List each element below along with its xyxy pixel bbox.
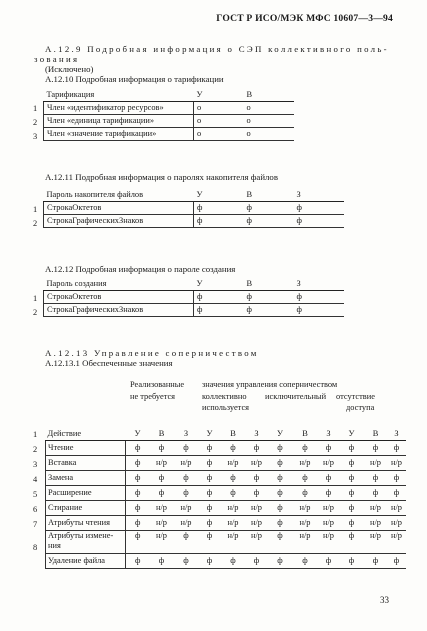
action-cell: Чтение — [46, 441, 126, 456]
column-header: В — [221, 428, 246, 441]
column-header: У — [194, 189, 244, 202]
row-number: 1 — [33, 430, 38, 439]
table-cell: н/р — [246, 501, 268, 516]
table-cell: н/р — [150, 501, 174, 516]
table-cell: ф — [199, 486, 221, 501]
table-cell: ф — [268, 471, 293, 486]
table-row — [44, 215, 344, 228]
table-row — [44, 291, 344, 304]
table-cell: ф — [244, 215, 294, 228]
table-row — [46, 456, 406, 471]
column-header: В — [244, 278, 294, 291]
row-number: 8 — [33, 543, 38, 552]
table-cell: Член «значение тарификации» — [44, 128, 194, 141]
row-number: 1 — [33, 205, 38, 214]
table-cell: ф — [388, 471, 406, 486]
group-header-values: значения управления соперничеством — [202, 380, 338, 389]
table-cell: ф — [194, 202, 244, 215]
column-header: З — [294, 189, 344, 202]
column-header: У — [194, 89, 244, 102]
column-header: В — [293, 428, 318, 441]
table-cell: н/р — [388, 501, 406, 516]
table-cell: ф — [244, 291, 294, 304]
table-cell: Член «единица тарификации» — [44, 115, 194, 128]
table-cell: ф — [340, 471, 364, 486]
table-cell: ф — [268, 486, 293, 501]
filestore-password-table — [43, 189, 344, 228]
table-cell: н/р — [388, 516, 406, 531]
table-cell: ф — [199, 501, 221, 516]
row-number: 2 — [33, 445, 38, 454]
column-header: В — [244, 189, 294, 202]
table-cell: ф — [244, 202, 294, 215]
table-cell: н/р — [364, 531, 388, 554]
table-cell: ф — [340, 501, 364, 516]
table-cell: н/р — [221, 501, 246, 516]
table-cell: о — [194, 128, 244, 141]
table-cell: н/р — [293, 531, 318, 554]
section-title-a-12-9-cont: зования — [34, 54, 80, 64]
table-cell: ф — [150, 486, 174, 501]
group-header-exclusive: исключительный — [265, 392, 327, 401]
row-number: 1 — [33, 294, 38, 303]
table-row — [46, 501, 406, 516]
table-cell: н/р — [174, 501, 199, 516]
table-cell: ф — [199, 516, 221, 531]
table-cell: ф — [199, 554, 221, 569]
page-number: 33 — [380, 595, 389, 605]
table-cell: ф — [364, 441, 388, 456]
table-row — [44, 202, 344, 215]
table-cell: н/р — [388, 456, 406, 471]
column-header: З — [174, 428, 199, 441]
table-cell: н/р — [150, 516, 174, 531]
table-cell: ф — [294, 202, 344, 215]
table-cell: ф — [364, 471, 388, 486]
table-cell: ф — [174, 471, 199, 486]
section-title-a-12-11: A.12.11 Подробная информация о паролях накопителя файлов — [45, 172, 278, 182]
table-cell: ф — [340, 456, 364, 471]
table-cell: ф — [294, 215, 344, 228]
table-row — [46, 516, 406, 531]
table-cell: ф — [340, 486, 364, 501]
table-cell: ф — [268, 516, 293, 531]
column-header: Тарификация — [44, 89, 194, 102]
action-label: Атрибуты измене- — [48, 531, 114, 540]
table-cell: ф — [126, 516, 150, 531]
table-cell: ф — [194, 291, 244, 304]
table-cell: ф — [174, 554, 199, 569]
table-cell: н/р — [318, 456, 340, 471]
table-cell: ф — [221, 441, 246, 456]
table-row — [44, 102, 294, 115]
table-cell: н/р — [364, 516, 388, 531]
table-cell: ф — [221, 554, 246, 569]
section-title-a-12-9: A.12.9 Подробная информация о СЭП коллективного поль- — [45, 44, 389, 54]
table-cell: ф — [246, 486, 268, 501]
table-cell: ф — [150, 441, 174, 456]
table-cell: ф — [194, 215, 244, 228]
table-cell: ф — [199, 471, 221, 486]
table-cell: Член «идентификатор ресурсов» — [44, 102, 194, 115]
action-label-cont: ния — [48, 540, 61, 550]
action-cell: Расширение — [46, 486, 126, 501]
table-cell: ф — [150, 554, 174, 569]
table-cell: о — [244, 128, 294, 141]
table-cell: ф — [294, 304, 344, 317]
concurrency-values-table — [45, 428, 406, 569]
table-row — [46, 531, 406, 554]
row-number: 3 — [33, 132, 38, 141]
table-cell: ф — [268, 531, 293, 554]
table-cell: ф — [244, 304, 294, 317]
table-cell: ф — [340, 554, 364, 569]
group-header-absent: отсутствие — [336, 392, 375, 401]
table-row — [46, 486, 406, 501]
table-row — [46, 441, 406, 456]
action-cell: Вставка — [46, 456, 126, 471]
table-cell: н/р — [364, 501, 388, 516]
tariff-table — [43, 89, 294, 141]
table-cell: ф — [340, 441, 364, 456]
table-cell: ф — [268, 501, 293, 516]
action-cell: Атрибуты чтения — [46, 516, 126, 531]
row-number: 3 — [33, 460, 38, 469]
row-number: 2 — [33, 308, 38, 317]
table-cell: ф — [340, 531, 364, 554]
table-cell: н/р — [293, 501, 318, 516]
table-header-row — [44, 278, 344, 291]
group-header-collective: коллективно — [202, 392, 247, 401]
table-cell: ф — [174, 441, 199, 456]
table-cell: н/р — [150, 531, 174, 554]
table-cell: ф — [174, 486, 199, 501]
table-cell: н/р — [174, 516, 199, 531]
section-title-a-12-10: A.12.10 Подробная информация о тарификации — [45, 74, 224, 84]
column-header: З — [388, 428, 406, 441]
table-cell: ф — [268, 441, 293, 456]
table-row — [44, 128, 294, 141]
column-header: У — [268, 428, 293, 441]
group-header-realized-cont: не требуется — [130, 392, 176, 401]
table-cell: н/р — [174, 456, 199, 471]
group-header-realized: Реализованные — [130, 380, 185, 389]
table-cell: ф — [126, 441, 150, 456]
row-number: 4 — [33, 475, 38, 484]
table-cell: н/р — [246, 516, 268, 531]
action-cell: Стирание — [46, 501, 126, 516]
group-header-absent-cont: доступа — [346, 403, 375, 412]
table-cell: ф — [221, 471, 246, 486]
table-cell: ф — [126, 456, 150, 471]
table-cell: ф — [318, 486, 340, 501]
table-cell: ф — [126, 531, 150, 554]
table-cell: о — [194, 115, 244, 128]
table-cell: н/р — [221, 456, 246, 471]
table-cell: ф — [246, 441, 268, 456]
row-number: 1 — [33, 104, 38, 113]
table-cell: ф — [126, 471, 150, 486]
action-cell: Удаление файла — [46, 554, 126, 569]
table-cell: н/р — [318, 531, 340, 554]
table-cell: ф — [293, 441, 318, 456]
table-cell: ф — [199, 531, 221, 554]
table-cell: о — [244, 102, 294, 115]
table-cell: ф — [221, 486, 246, 501]
table-cell: ф — [340, 516, 364, 531]
section-note-excluded: (Исключено) — [45, 64, 94, 74]
table-cell: н/р — [318, 516, 340, 531]
table-row — [44, 115, 294, 128]
column-header: Пароль накопителя файлов — [44, 189, 194, 202]
section-title-a-12-12: A.12.12 Подробная информация о пароле создания — [45, 264, 236, 274]
table-cell: н/р — [364, 456, 388, 471]
table-cell: ф — [364, 554, 388, 569]
table-row — [44, 304, 344, 317]
row-number: 2 — [33, 118, 38, 127]
table-cell: ф — [246, 554, 268, 569]
table-cell: н/р — [293, 516, 318, 531]
table-cell: н/р — [246, 531, 268, 554]
table-cell: СтрокаГрафическихЗнаков — [44, 304, 194, 317]
table-row — [46, 554, 406, 569]
column-header-action: Действие — [46, 428, 126, 441]
table-cell: н/р — [221, 516, 246, 531]
table-cell: ф — [388, 486, 406, 501]
action-cell: Замена — [46, 471, 126, 486]
column-header: В — [364, 428, 388, 441]
table-cell: н/р — [246, 456, 268, 471]
table-cell: ф — [388, 554, 406, 569]
table-cell: ф — [199, 456, 221, 471]
table-cell: СтрокаГрафическихЗнаков — [44, 215, 194, 228]
table-cell: ф — [318, 554, 340, 569]
column-header: З — [294, 278, 344, 291]
table-cell: ф — [126, 554, 150, 569]
section-title-a-12-13: A.12.13 Управление соперничеством — [45, 348, 259, 358]
table-cell: ф — [150, 471, 174, 486]
table-cell: ф — [268, 456, 293, 471]
row-number: 7 — [33, 520, 38, 529]
table-cell: СтрокаОктетов — [44, 291, 194, 304]
table-cell: н/р — [388, 531, 406, 554]
row-number: 2 — [33, 219, 38, 228]
table-cell: н/р — [318, 501, 340, 516]
table-header-row — [44, 89, 294, 102]
table-cell: о — [194, 102, 244, 115]
page-header: ГОСТ Р ИСО/МЭК МФС 10607—3—94 — [216, 13, 393, 24]
table-cell: ф — [318, 441, 340, 456]
table-cell: ф — [388, 441, 406, 456]
column-header: У — [194, 278, 244, 291]
table-cell: ф — [294, 291, 344, 304]
table-header-row — [46, 428, 406, 441]
column-header: В — [244, 89, 294, 102]
column-header: У — [199, 428, 221, 441]
column-header: З — [246, 428, 268, 441]
table-cell: н/р — [293, 456, 318, 471]
table-cell: ф — [293, 471, 318, 486]
table-cell: о — [244, 115, 294, 128]
table-cell: ф — [293, 554, 318, 569]
column-header: У — [340, 428, 364, 441]
table-cell: ф — [174, 531, 199, 554]
row-number: 5 — [33, 490, 38, 499]
table-cell: ф — [199, 441, 221, 456]
table-cell: ф — [364, 486, 388, 501]
table-cell: ф — [293, 486, 318, 501]
create-password-table — [43, 278, 344, 317]
table-cell: СтрокаОктетов — [44, 202, 194, 215]
table-cell: ф — [268, 554, 293, 569]
column-header: Пароль создания — [44, 278, 194, 291]
section-subtitle-a-12-13-1: A.12.13.1 Обеспеченные значения — [45, 358, 173, 368]
column-header: В — [150, 428, 174, 441]
table-cell: ф — [126, 486, 150, 501]
table-cell: ф — [246, 471, 268, 486]
table-row — [46, 471, 406, 486]
table-cell: ф — [194, 304, 244, 317]
table-cell: ф — [126, 501, 150, 516]
table-cell: н/р — [150, 456, 174, 471]
column-header: У — [126, 428, 150, 441]
table-header-row — [44, 189, 344, 202]
action-cell — [46, 531, 126, 554]
row-number: 6 — [33, 505, 38, 514]
column-header: З — [318, 428, 340, 441]
group-header-collective-cont: используется — [202, 403, 250, 412]
table-cell: н/р — [221, 531, 246, 554]
table-cell: ф — [318, 471, 340, 486]
